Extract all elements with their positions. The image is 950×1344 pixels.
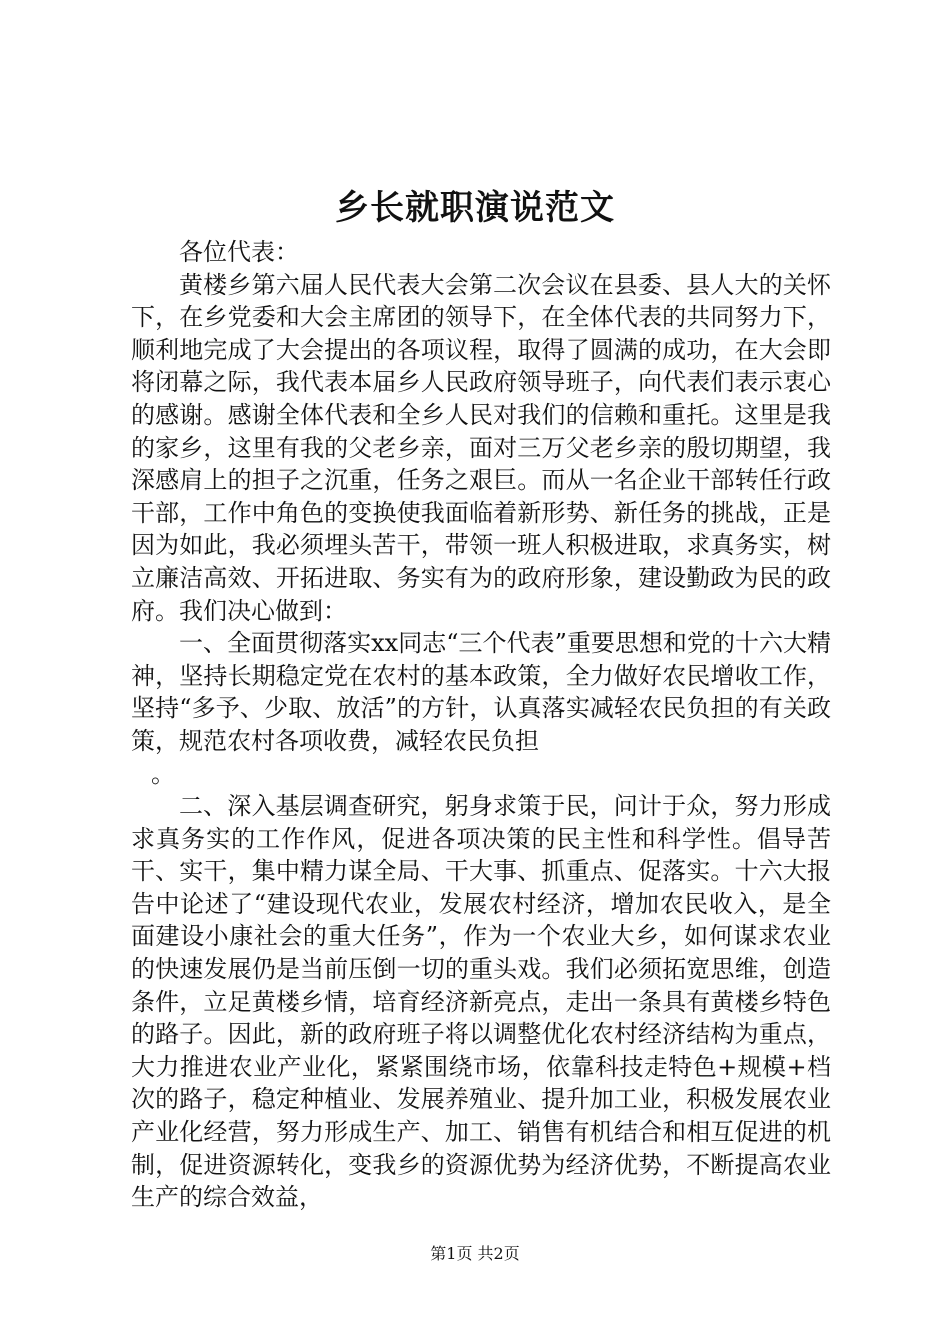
document-body bbox=[131, 236, 831, 1214]
paragraph-point-one: 一、全面贯彻落实xx同志“三个代表”重要思想和党的十六大精神，坚持长期稳定党在农村的基本政策，全力做好农民增收工作，坚持“多予、少取、放活”的方针，认真落实减轻农民负担的有关政策，规范农村各项收费，减轻农民负担 bbox=[131, 629, 831, 755]
stray-period-mark: 。 bbox=[151, 759, 175, 788]
paragraph-point-two: 二、深入基层调查研究，躬身求策于民，问计于众，努力形成求真务实的工作作风，促进各项决策的民主性和科学性。倡导苦干、实干，集中精力谋全局、干大事、抓重点、促落实。十六大报告中论述了“建设现代农业，发展农村经济，增加农民收入，是全面建设小康社会的重大任务”，作为一个农业大乡，如何谋求农业的快速发展仍是当前压倒一切的重头戏。我们必须拓宽思维，创造条件，立足黄楼乡情，培育经济新亮点，走出一条具有黄楼乡特色的路子。因此，新的政府班子将以调整优化农村经济结构为重点，大力推进农业产业化，紧紧围绕市场，依靠科技走特色+规模+档次的路子，稳定种植业、发展养殖业、提升加工业，积极发展农业产业化经营，努力形成生产、加工、销售有机结合和相互促进的机制，促进资源转化，变我乡的资源优势为经济优势，不断提高农业生产的综合效益， bbox=[131, 792, 831, 1212]
paragraph-intro: 黄楼乡第六届人民代表大会第二次会议在县委、县人大的关怀下，在乡党委和大会主席团的领导下，在全体代表的共同努力下，顺利地完成了大会提出的各项议程，取得了圆满的成功，在大会即将闭幕之际，我代表本届乡人民政府领导班子，向代表们表示衷心的感谢。感谢全体代表和全乡人民对我们的信赖和重托。这里是我的家乡，这里有我的父老乡亲，面对三万父老乡亲的殷切期望，我深感肩上的担子之沉重，任务之艰巨。而从一名企业干部转任行政干部，工作中角色的变换使我面临着新形势、新任务的挑战，正是因为如此，我必须埋头苦干，带领一班人积极进取，求真务实，树立廉洁高效、开拓进取、务实有为的政府形象，建设勤政为民的政府。我们决心做到： bbox=[131, 270, 831, 625]
document-title: 乡长就职演说范文 bbox=[335, 188, 615, 228]
salutation: 各位代表： bbox=[179, 238, 299, 266]
page-footer: 第1页 共2页 bbox=[430, 1244, 520, 1263]
